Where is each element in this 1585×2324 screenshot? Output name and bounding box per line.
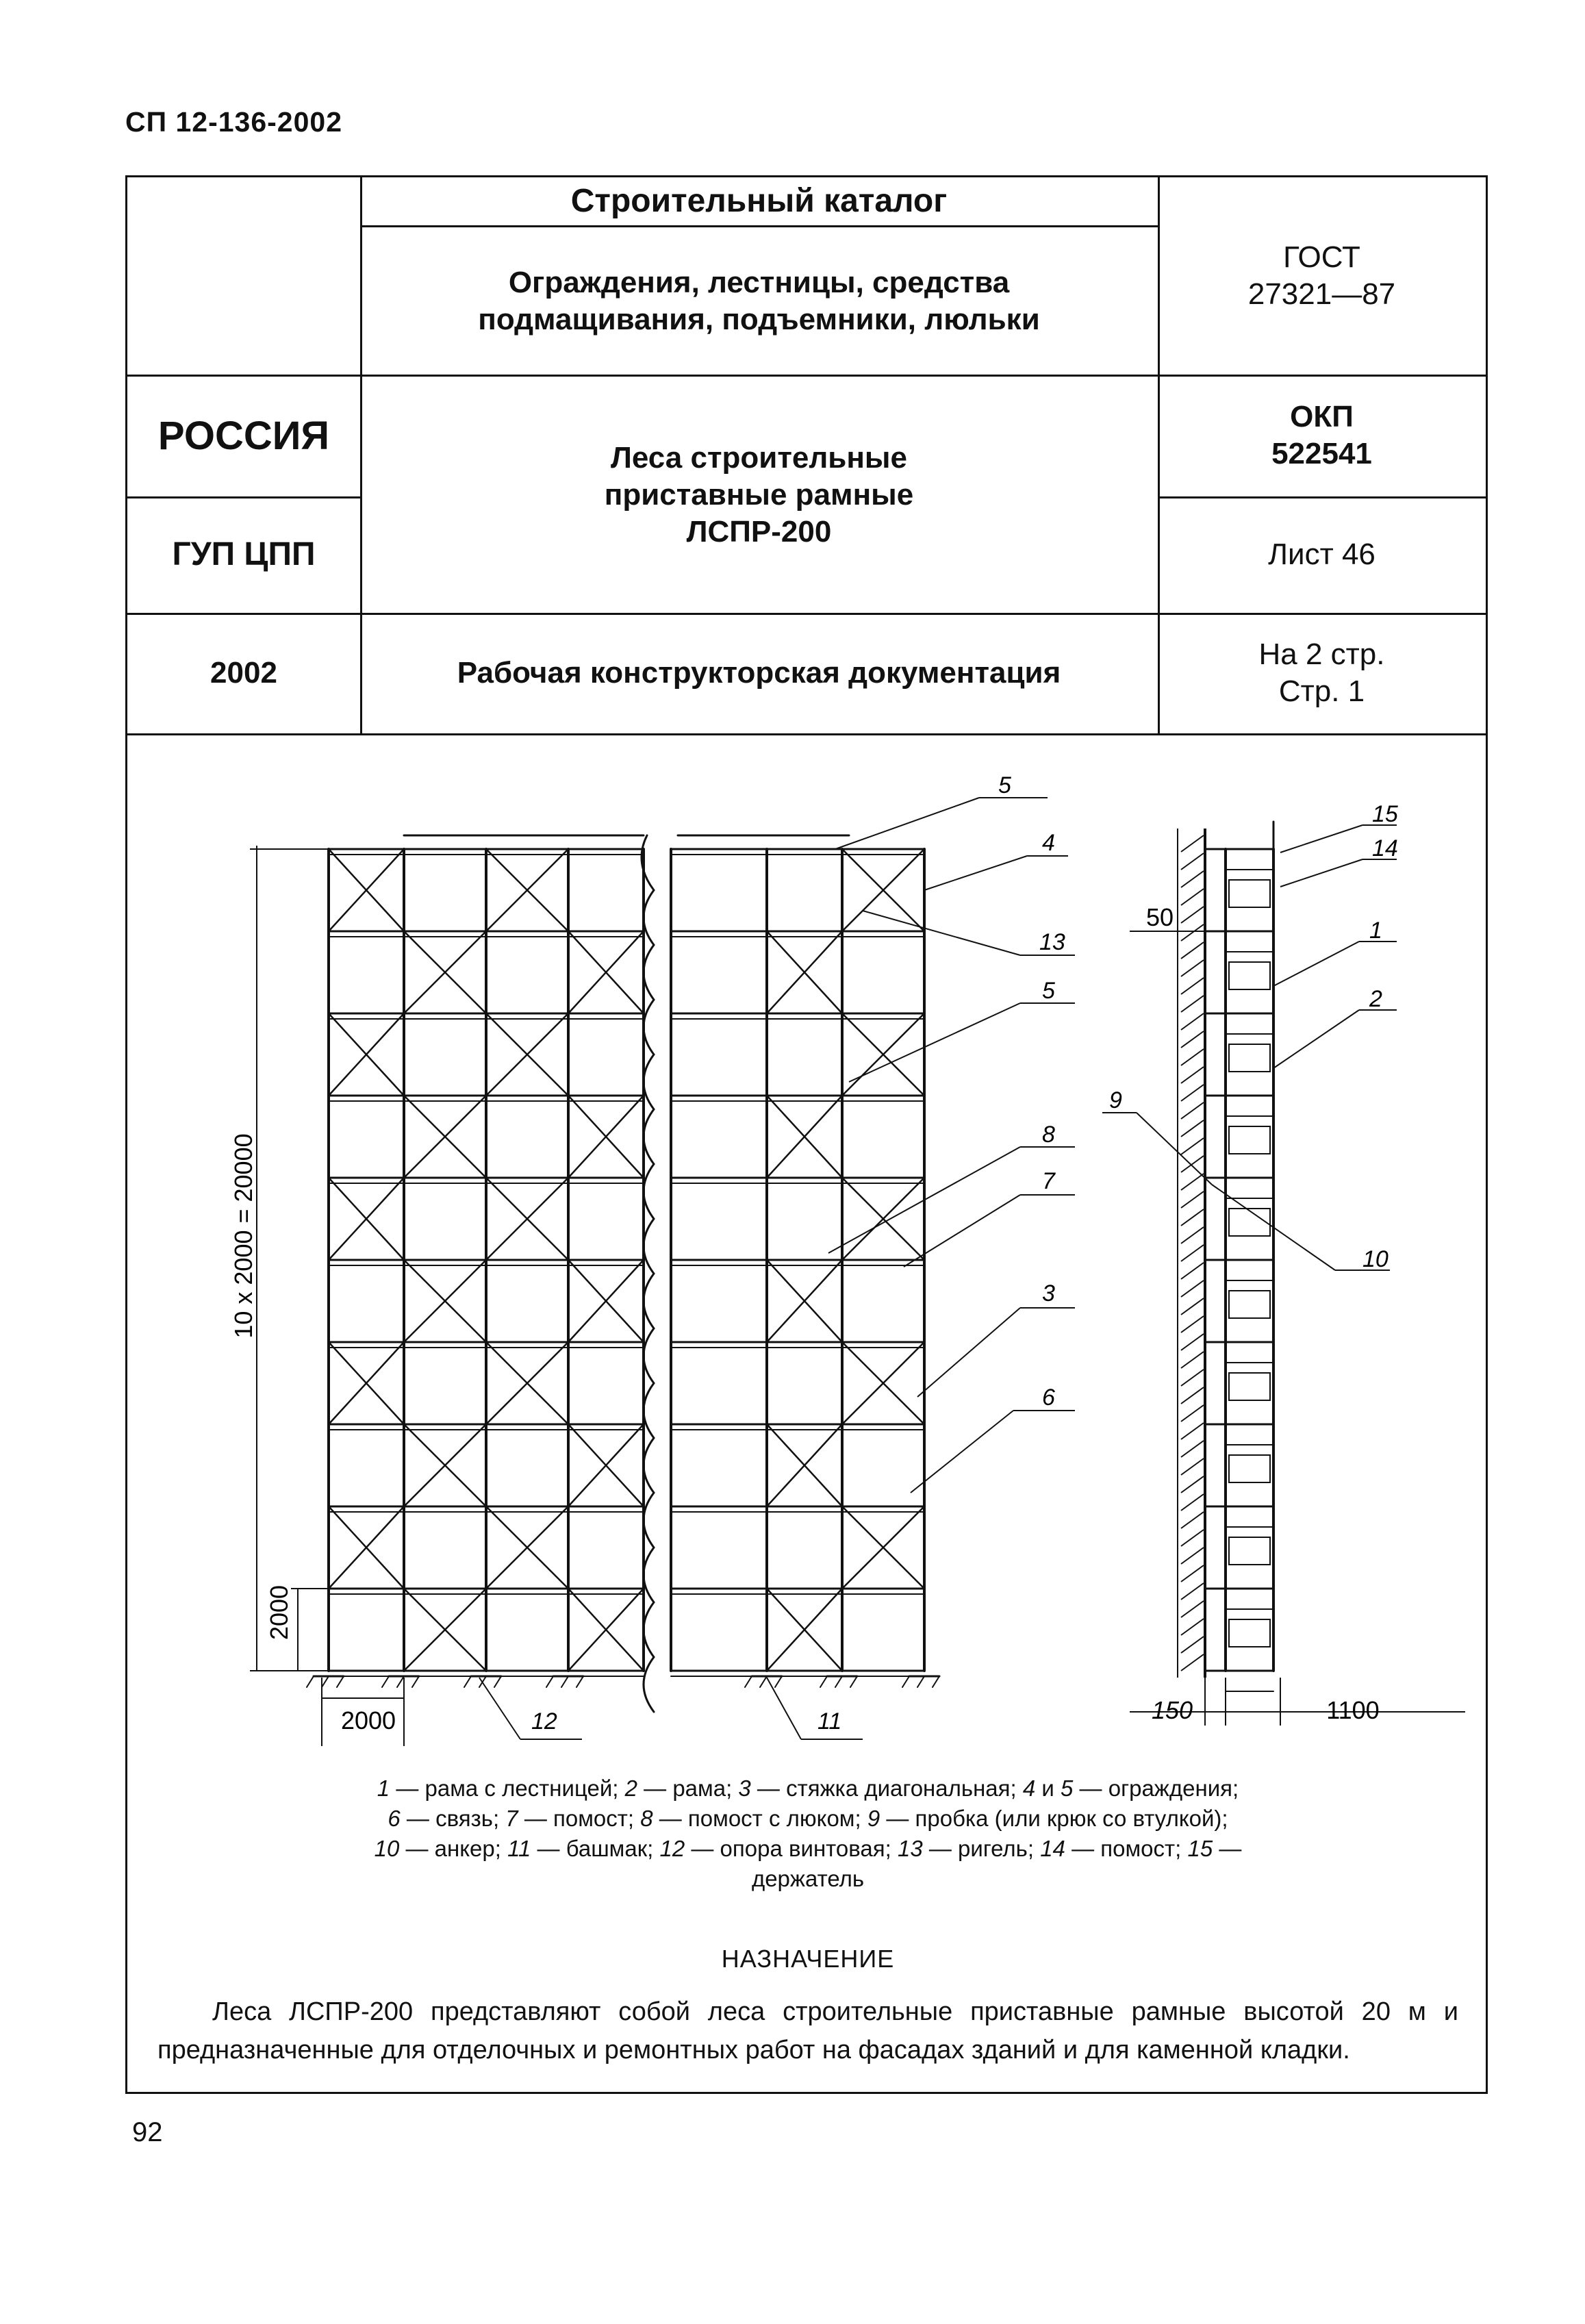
wall-hatch bbox=[1181, 1013, 1204, 1030]
callout-8: 8 bbox=[1042, 1122, 1055, 1148]
wall-hatch bbox=[1181, 996, 1204, 1012]
wall-hatch bbox=[1181, 1654, 1204, 1671]
wall-hatch bbox=[1181, 1601, 1204, 1617]
leader bbox=[767, 1678, 801, 1739]
callout-13: 13 bbox=[1039, 929, 1065, 955]
legend-number: 11 bbox=[507, 1836, 531, 1861]
callout-12: 12 bbox=[531, 1708, 557, 1734]
legend-text: — ограждения; bbox=[1073, 1776, 1239, 1801]
dimension-offset: 50 bbox=[1145, 903, 1174, 931]
leader bbox=[849, 1003, 1020, 1082]
leader bbox=[904, 1195, 1020, 1267]
legend-number: 7 bbox=[505, 1806, 518, 1831]
legend-number: 8 bbox=[640, 1806, 653, 1831]
ground-hatch bbox=[546, 1676, 553, 1687]
wall-hatch bbox=[1181, 907, 1204, 923]
leader bbox=[1137, 1113, 1212, 1185]
wall-hatch bbox=[1181, 871, 1204, 887]
leader bbox=[924, 856, 1027, 890]
legend-text: — помост; bbox=[518, 1806, 641, 1831]
callout-5: 5 bbox=[998, 772, 1011, 798]
side-rung-block bbox=[1229, 1537, 1270, 1565]
wall-hatch bbox=[1181, 942, 1204, 959]
legend-text: — стяжка диагональная; bbox=[750, 1776, 1023, 1801]
wall-hatch bbox=[1181, 1458, 1204, 1475]
ground-hatch bbox=[576, 1676, 583, 1687]
ground-hatch bbox=[775, 1676, 782, 1687]
ground-hatch bbox=[835, 1676, 842, 1687]
leader bbox=[863, 911, 1020, 955]
figure-legend bbox=[260, 1773, 1356, 1894]
wall-hatch bbox=[1181, 1476, 1204, 1493]
sheet-number: Лист 46 bbox=[1268, 538, 1375, 571]
ground-hatch bbox=[382, 1676, 389, 1687]
legend-number: 5 bbox=[1061, 1776, 1074, 1801]
wall-hatch bbox=[1181, 1120, 1204, 1137]
wall-hatch bbox=[1181, 924, 1204, 941]
callout-14: 14 bbox=[1372, 835, 1398, 861]
wall-hatch bbox=[1181, 1530, 1204, 1546]
side-rung-block bbox=[1229, 1209, 1270, 1236]
wall-hatch bbox=[1181, 1423, 1204, 1439]
dimension-total-height: 10 x 2000 = 20000 bbox=[229, 1133, 257, 1339]
legend-number: 14 bbox=[1040, 1836, 1065, 1861]
callout-9: 9 bbox=[1109, 1087, 1122, 1113]
wall-hatch bbox=[1181, 1441, 1204, 1457]
legend-text: держатель bbox=[751, 1866, 865, 1891]
legend-number: 3 bbox=[738, 1776, 751, 1801]
publisher: ГУП ЦПП bbox=[172, 536, 316, 572]
legend-line bbox=[260, 1773, 1356, 1804]
callout-3: 3 bbox=[1042, 1280, 1055, 1306]
gost-number: 27321—87 bbox=[1247, 277, 1396, 311]
legend-line bbox=[260, 1834, 1356, 1864]
product-name-line: приставные рамные bbox=[604, 478, 914, 511]
ground-hatch bbox=[322, 1676, 329, 1687]
okp-label: ОКП bbox=[1290, 400, 1354, 433]
callout-1: 1 bbox=[1369, 918, 1382, 944]
okp-number: 522541 bbox=[1271, 437, 1372, 470]
side-rung-block bbox=[1229, 1455, 1270, 1482]
wall-hatch bbox=[1181, 1191, 1204, 1208]
wall-hatch bbox=[1181, 1245, 1204, 1261]
legend-text: — опора винтовая; bbox=[685, 1836, 898, 1861]
legend-number: 2 bbox=[624, 1776, 637, 1801]
leader bbox=[1280, 859, 1362, 887]
wall-hatch bbox=[1181, 1352, 1204, 1368]
wall-hatch bbox=[1181, 1031, 1204, 1048]
wall-hatch bbox=[1181, 1209, 1204, 1226]
ground-hatch bbox=[760, 1676, 767, 1687]
leader bbox=[1273, 942, 1359, 986]
ground-hatch bbox=[561, 1676, 568, 1687]
wall-hatch bbox=[1181, 1637, 1204, 1653]
leader bbox=[835, 798, 979, 849]
side-rung-block bbox=[1229, 880, 1270, 907]
wall-hatch bbox=[1181, 978, 1204, 994]
leader bbox=[911, 1411, 1013, 1493]
year: 2002 bbox=[210, 656, 277, 690]
wall-hatch bbox=[1181, 1619, 1204, 1635]
ground-hatch bbox=[307, 1676, 314, 1687]
callout-6: 6 bbox=[1042, 1385, 1055, 1411]
legend-number: 12 bbox=[659, 1836, 685, 1861]
dimension-tier-height: 2000 bbox=[265, 1584, 293, 1641]
wall-hatch bbox=[1181, 1174, 1204, 1190]
ground-hatch bbox=[745, 1676, 752, 1687]
legend-text: — рама; bbox=[637, 1776, 739, 1801]
side-rung-block bbox=[1229, 1619, 1270, 1647]
wall-hatch bbox=[1181, 1334, 1204, 1350]
wall-hatch bbox=[1181, 1049, 1204, 1065]
wall-hatch bbox=[1181, 1067, 1204, 1083]
leader bbox=[1273, 1010, 1359, 1068]
country: РОССИЯ bbox=[157, 413, 330, 458]
legend-number: 4 bbox=[1022, 1776, 1036, 1801]
wall-hatch bbox=[1181, 960, 1204, 976]
ground-hatch bbox=[494, 1676, 501, 1687]
product-name-line: Леса строительные bbox=[611, 441, 907, 475]
wall-hatch bbox=[1181, 1512, 1204, 1528]
catalog-section-line: подмащивания, подъемники, люльки bbox=[478, 302, 1040, 336]
legend-text: и bbox=[1035, 1776, 1061, 1801]
legend-line bbox=[260, 1804, 1356, 1834]
legend-number: 10 bbox=[374, 1836, 400, 1861]
wall-hatch bbox=[1181, 1102, 1204, 1119]
document-code: СП 12-136-2002 bbox=[125, 106, 342, 138]
wall-hatch bbox=[1181, 1138, 1204, 1154]
page-count-line: Стр. 1 bbox=[1278, 674, 1365, 708]
section-heading: НАЗНАЧЕНИЕ bbox=[721, 1945, 895, 1973]
dimension-depth: 1100 bbox=[1326, 1696, 1380, 1724]
wall-hatch bbox=[1181, 1227, 1204, 1243]
legend-text: — помост; bbox=[1065, 1836, 1188, 1861]
wall-hatch bbox=[1181, 1316, 1204, 1332]
legend-text: — помост с люком; bbox=[652, 1806, 867, 1831]
legend-number: 1 bbox=[377, 1776, 390, 1801]
wall-hatch bbox=[1181, 1548, 1204, 1564]
legend-text: — пробка (или крюк со втулкой); bbox=[880, 1806, 1228, 1831]
side-rung-block bbox=[1229, 1044, 1270, 1072]
legend-text: — рама с лестницей; bbox=[390, 1776, 625, 1801]
wall-hatch bbox=[1181, 1280, 1204, 1297]
ground-hatch bbox=[933, 1676, 939, 1687]
legend-line bbox=[260, 1864, 1356, 1894]
wall-hatch bbox=[1181, 835, 1204, 852]
ground-hatch bbox=[902, 1676, 909, 1687]
callout-10: 10 bbox=[1362, 1246, 1389, 1272]
callout-7: 7 bbox=[1042, 1168, 1055, 1194]
side-rung-block bbox=[1229, 962, 1270, 989]
legend-text: — bbox=[1213, 1836, 1242, 1861]
page-count-line: На 2 стр. bbox=[1258, 637, 1385, 671]
wall-hatch bbox=[1181, 889, 1204, 905]
wall-hatch bbox=[1181, 1263, 1204, 1279]
wall-hatch bbox=[1181, 1085, 1204, 1101]
wall-hatch bbox=[1181, 1583, 1204, 1600]
callout-2: 2 bbox=[1369, 986, 1382, 1012]
wall-hatch bbox=[1181, 1298, 1204, 1315]
ground-hatch bbox=[397, 1676, 404, 1687]
legend-number: 15 bbox=[1187, 1836, 1213, 1861]
wall-hatch bbox=[1181, 853, 1204, 870]
leader bbox=[1280, 825, 1362, 852]
purpose-paragraph: Леса ЛСПР-200 представляют собой леса строительные приставные рамные высотой 20 м и предназначенные для отделочных и ремонтных работ на фасадах зданий и для каменной кладки. bbox=[157, 1997, 1458, 2064]
legend-text: — ригель; bbox=[922, 1836, 1041, 1861]
gost-label: ГОСТ bbox=[1283, 240, 1360, 274]
dimension-bay-width: 2000 bbox=[340, 1706, 396, 1734]
wall-hatch bbox=[1181, 1387, 1204, 1404]
wall-hatch bbox=[1181, 1565, 1204, 1582]
callout-11: 11 bbox=[817, 1708, 842, 1734]
leader bbox=[479, 1678, 520, 1739]
document-type: Рабочая конструкторская документация bbox=[457, 656, 1061, 690]
catalog-section-line: Ограждения, лестницы, средства bbox=[508, 265, 1010, 299]
legend-text: — башмак; bbox=[531, 1836, 660, 1861]
callout-15: 15 bbox=[1372, 801, 1398, 827]
ground-hatch bbox=[464, 1676, 471, 1687]
callout-5-lower: 5 bbox=[1042, 978, 1055, 1004]
product-name-line: ЛСПР-200 bbox=[686, 515, 832, 548]
wall-hatch bbox=[1181, 1369, 1204, 1386]
page-number: 92 bbox=[132, 2117, 163, 2147]
legend-number: 6 bbox=[388, 1806, 401, 1831]
wall-hatch bbox=[1181, 1494, 1204, 1511]
ground-hatch bbox=[337, 1676, 344, 1687]
legend-text: — связь; bbox=[400, 1806, 506, 1831]
callout-4: 4 bbox=[1042, 830, 1055, 856]
legend-number: 13 bbox=[898, 1836, 923, 1861]
catalog-title: Строительный каталог bbox=[570, 183, 948, 219]
dimension-wall-gap: 150 bbox=[1151, 1696, 1193, 1724]
side-rung-block bbox=[1229, 1373, 1270, 1400]
ground-hatch bbox=[412, 1676, 419, 1687]
side-rung-block bbox=[1229, 1291, 1270, 1318]
legend-text: — анкер; bbox=[399, 1836, 508, 1861]
ground-hatch bbox=[820, 1676, 827, 1687]
side-rung-block bbox=[1229, 1126, 1270, 1154]
ground-hatch bbox=[850, 1676, 857, 1687]
leader bbox=[917, 1308, 1020, 1397]
legend-number: 9 bbox=[867, 1806, 880, 1831]
ground-hatch bbox=[917, 1676, 924, 1687]
wall-hatch bbox=[1181, 1405, 1204, 1422]
